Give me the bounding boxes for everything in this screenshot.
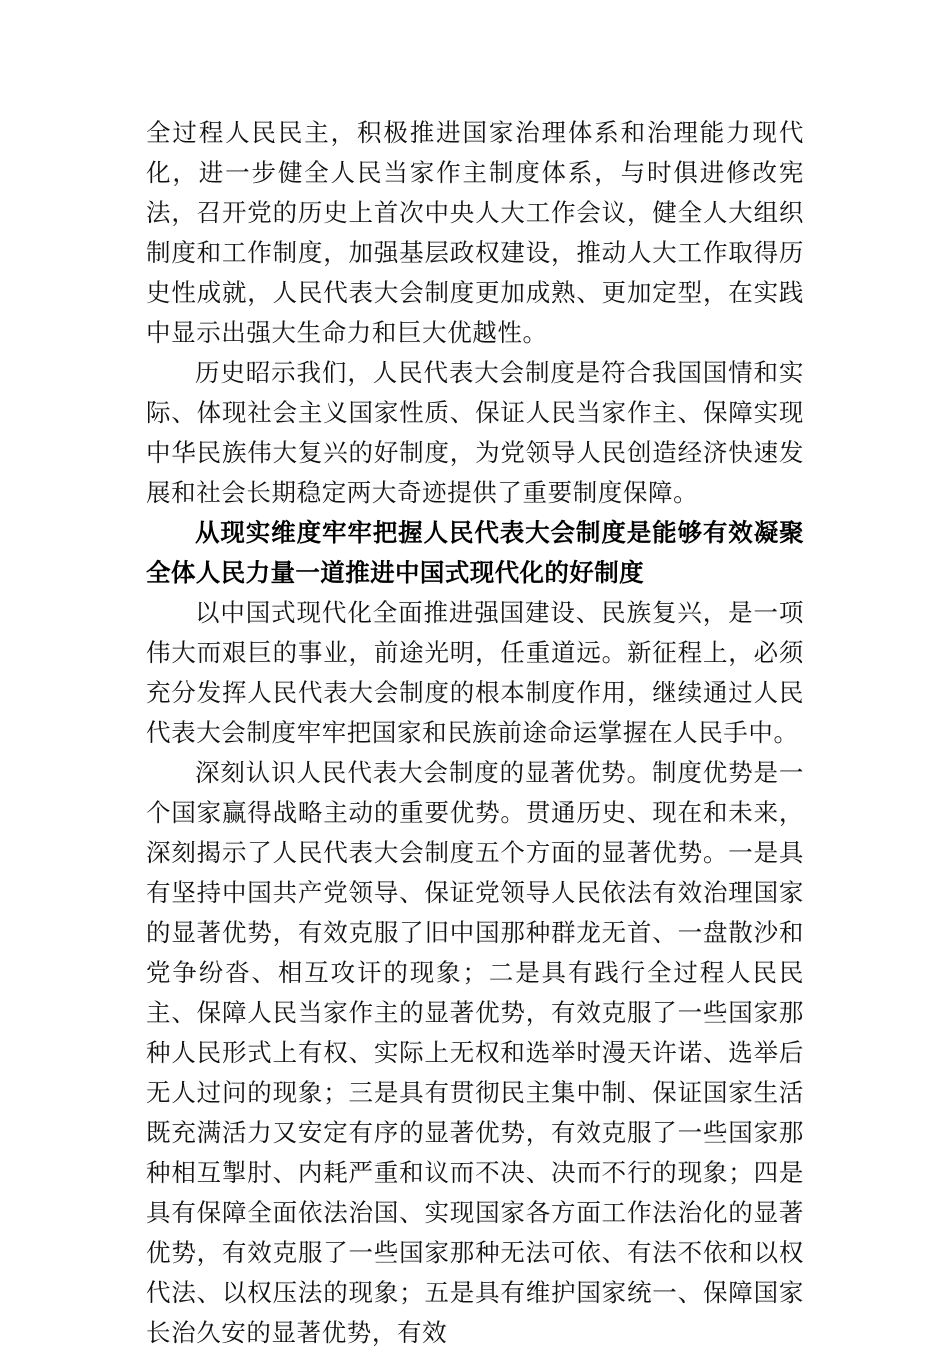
paragraph-1: 全过程人民民主，积极推进国家治理体系和治理能力现代化，进一步健全人民当家作主制度体系，与时俱进修改宪法，召开党的历史上首次中央人大工作会议，健全人大组织制度和工作制度，加强基层政权建设，推动人大工作取得历史性成就，人民代表大会制度更加成熟、更加定型，在实践中显示出强大生命力和巨大优越性。 [146, 118, 804, 347]
paragraph-2: 历史昭示我们，人民代表大会制度是符合我国国情和实际、体现社会主义国家性质、保证人民当家作主、保障实现中华民族伟大复兴的好制度，为党领导人民创造经济快速发展和社会长期稳定两大奇迹提供了重要制度保障。 [146, 358, 804, 507]
paragraph-3: 以中国式现代化全面推进强国建设、民族复兴，是一项伟大而艰巨的事业，前途光明，任重道远。新征程上，必须充分发挥人民代表大会制度的根本制度作用，继续通过人民代表大会制度牢牢把国家和民族前途命运掌握在人民手中。 [146, 598, 804, 747]
paragraph-4: 深刻认识人民代表大会制度的显著优势。制度优势是一个国家赢得战略主动的重要优势。贯通历史、现在和未来，深刻揭示了人民代表大会制度五个方面的显著优势。一是具有坚持中国共产党领导、保证党领导人民依法有效治理国家的显著优势，有效克服了旧中国那种群龙无首、一盘散沙和党争纷沓、相互攻讦的现象；二是具有践行全过程人民民主、保障人民当家作主的显著优势，有效克服了一些国家那种人民形式上有权、实际上无权和选举时漫天许诺、选举后无人过问的现象；三是具有贯彻民主集中制、保证国家生活既充满活力又安定有序的显著优势，有效克服了一些国家那种相互掣肘、内耗严重和议而不决、决而不行的现象；四是具有保障全面依法治国、实现国家各方面工作法治化的显著优势，有效克服了一些国家那种无法可依、有法不依和以权代法、以权压法的现象；五是具有维护国家统一、保障国家长治久安的显著优势，有效 [146, 758, 804, 1347]
section-heading: 从现实维度牢牢把握人民代表大会制度是能够有效凝聚全体人民力量一道推进中国式现代化的好制度 [146, 518, 804, 587]
document-body [146, 113, 804, 1353]
